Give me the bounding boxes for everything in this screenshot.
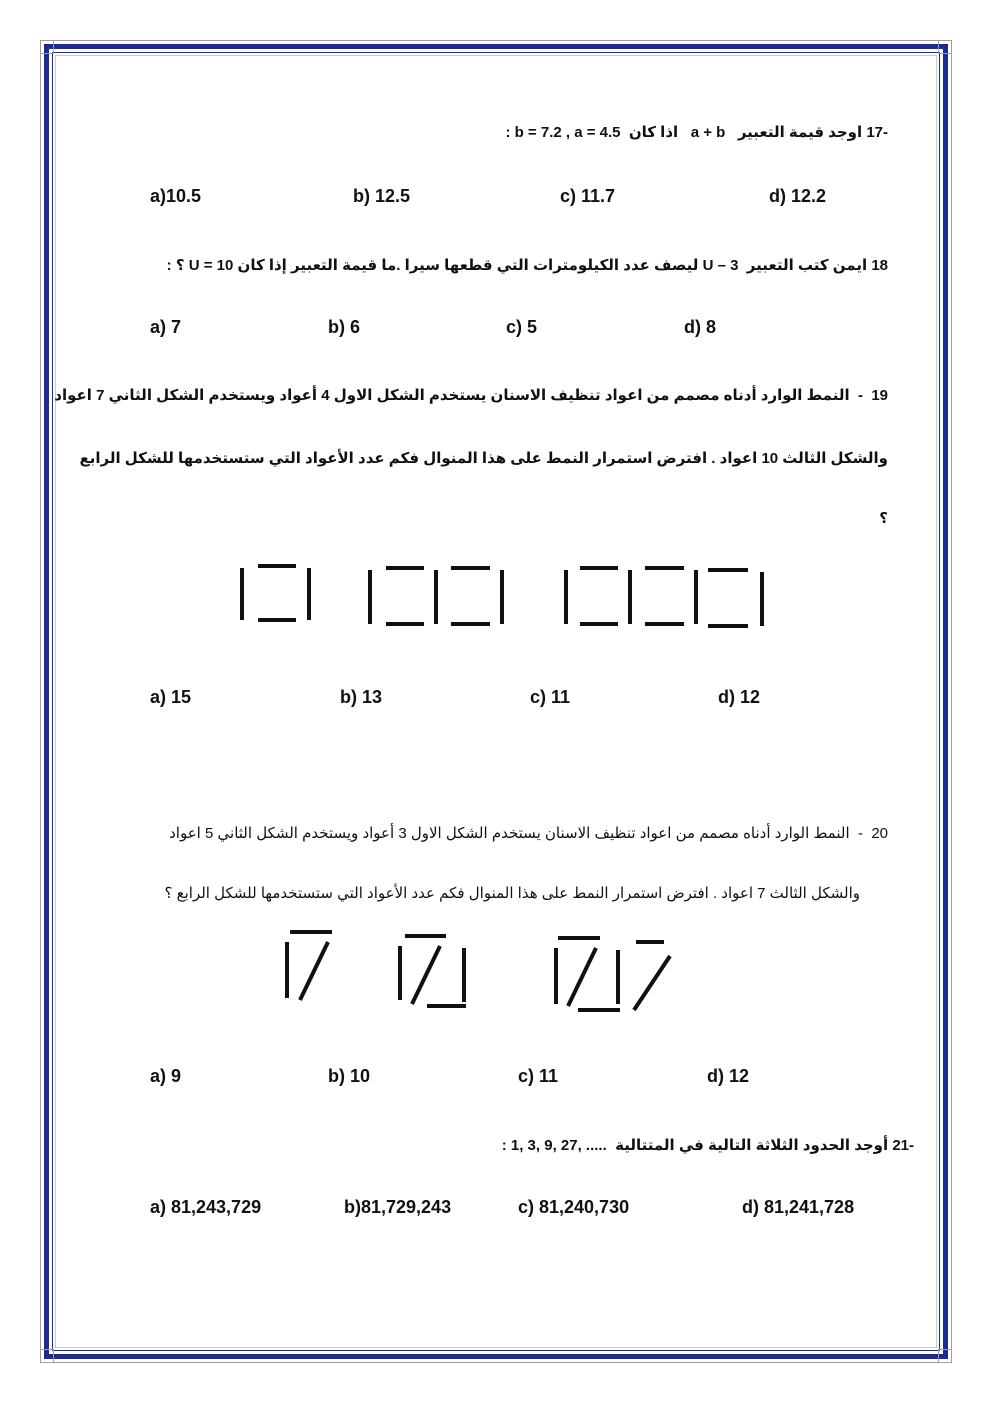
figure-1 [242,566,309,620]
figure-2 [400,936,466,1006]
answer-options-20 [150,1066,910,1090]
answer-options-18 [150,317,910,341]
question-text: ليصف عدد الكيلومترات التي قطعها سيرا .ما قيمة التعبير إذا كان [237,257,699,274]
question-text: اذا كان [628,124,679,141]
option-d[interactable]: d) 81,241,728 [742,1197,855,1217]
option-b[interactable]: b) 12.5 [353,186,411,206]
question-text: والشكل الثالث 7 اعواد . افترض استمرار النمط على هذا المنوال فكم عدد الأعواد التي ستستخدمها للشكل الرابع ؟ [164,885,860,902]
question-17 [505,123,888,141]
question-number: -21 [892,1137,914,1154]
option-a[interactable]: a) 7 [150,317,182,337]
answer-options-17 [150,186,910,210]
question-text: ؟ : [166,257,185,274]
toothpick-pattern-20 [270,924,690,1020]
option-c[interactable]: c) 11 [518,1066,559,1086]
given-values: : b = 7.2 , a = 4.5 [505,124,621,141]
option-c[interactable]: c) 81,240,730 [518,1197,630,1217]
question-text: والشكل الثالث 10 اعواد . افترض استمرار النمط على هذا المنوال فكم عدد الأعواد التي ستستخدمها للشكل الرابع [79,450,888,467]
question-text: النمط الوارد أدناه مصمم من اعواد تنظيف الاسنان يستخدم الشكل الاول 3 أعواد ويستخدم الشكل الثاني 5 اعواد [169,825,850,842]
toothpick [412,946,440,1004]
given-values: U = 10 [188,257,234,274]
question-text: أوجد الحدود الثلاثة التالية في المتتالية [615,1137,889,1154]
question-number: -17 [866,124,888,141]
option-b[interactable]: b)81,729,243 [344,1197,452,1217]
toothpick [568,948,596,1006]
frame-corner [938,40,952,54]
option-c[interactable]: c) 11.7 [560,186,616,206]
figure-3 [566,568,762,626]
sequence: : 1, 3, 9, 27, ..... [501,1137,607,1154]
question-text: النمط الوارد أدناه مصمم من اعواد تنظيف الاسنان يستخدم الشكل الاول 4 أعواد ويستخدم الشكل الثاني 7 اعواد [54,387,850,404]
question-dash: - [857,825,863,842]
figure-2 [370,568,502,624]
question-18 [167,256,888,274]
option-a[interactable]: a) 9 [150,1066,182,1086]
option-d[interactable]: d) 12 [707,1066,750,1086]
question-number: 18 [871,257,888,274]
question-text: اوجد قيمة التعبير [737,124,863,141]
question-number: 20 [871,825,888,842]
question-number: 19 [871,387,888,404]
answer-options-21 [150,1197,910,1221]
question-20-line-2 [165,884,861,902]
expression: U – 3 [702,257,739,274]
option-c[interactable]: c) 11 [530,687,571,707]
option-a[interactable]: a) 15 [150,687,192,707]
question-20-line-1 [169,824,888,842]
frame-corner [40,1349,54,1363]
question-text: ايمن كتب التعبير [746,257,868,274]
toothpick-pattern-19 [230,560,770,632]
figure-1 [287,932,332,1000]
question-19-line-1 [54,386,888,404]
option-a[interactable]: a) 81,243,729 [150,1197,262,1217]
option-b[interactable]: b) 10 [328,1066,371,1086]
option-a[interactable]: a)10.5 [150,186,202,206]
option-d[interactable]: d) 12 [718,687,761,707]
option-c[interactable]: c) 5 [506,317,538,337]
option-d[interactable]: d) 12.2 [769,186,827,206]
toothpick [300,942,328,1000]
question-mark: ؟ [879,510,888,527]
question-dash: - [857,387,863,404]
figure-3 [556,938,670,1010]
frame-corner [40,40,54,54]
frame-corner [938,1349,952,1363]
question-21 [502,1136,914,1154]
question-19-line-2 [79,449,888,467]
answer-options-19 [150,687,910,711]
toothpick [634,956,670,1010]
option-b[interactable]: b) 13 [340,687,383,707]
question-19-line-3 [879,509,888,527]
option-b[interactable]: b) 6 [328,317,361,337]
expression: a + b [690,124,726,141]
option-d[interactable]: d) 8 [684,317,717,337]
